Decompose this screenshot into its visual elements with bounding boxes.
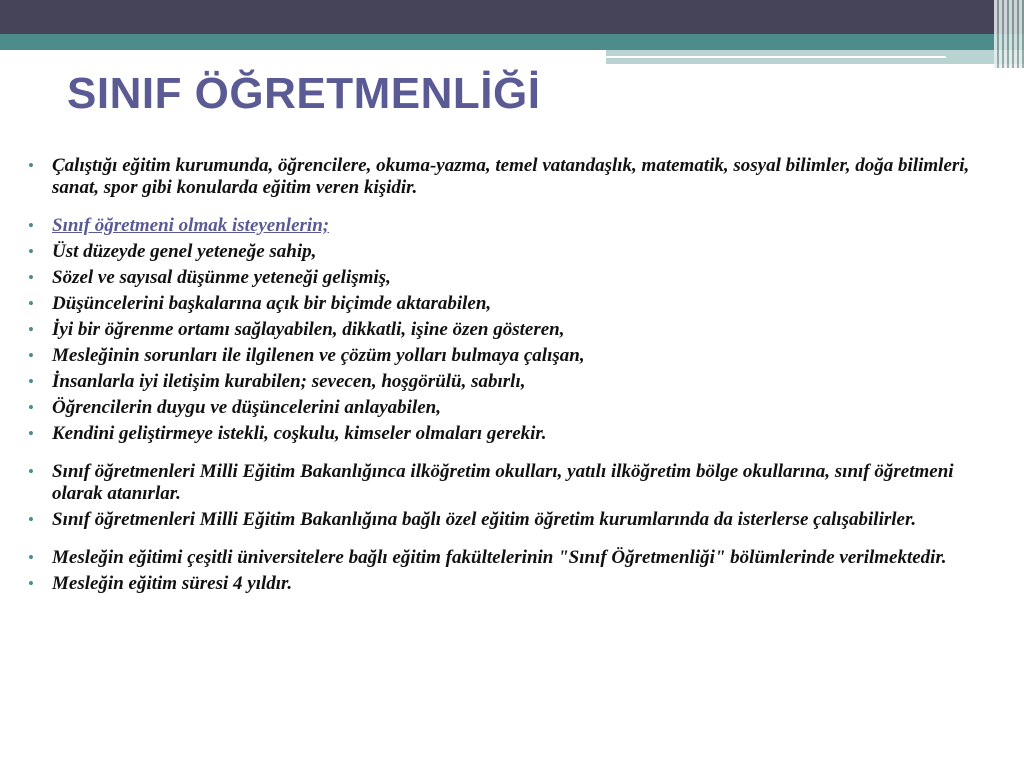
bullet-text: İnsanlarla iyi iletişim kurabilen; sevecen, hoşgörülü, sabırlı, (52, 371, 526, 392)
bullet-item (28, 573, 988, 595)
header-white-tab (0, 50, 606, 64)
bullet-text: Mesleğin eğitim süresi 4 yıldır. (52, 573, 293, 594)
bullet-icon: • (28, 268, 34, 287)
bullet-text: İyi bir öğrenme ortamı sağlayabilen, dikkatli, işine özen gösteren, (52, 319, 565, 340)
bullet-item-link[interactable] (28, 215, 988, 237)
bullet-item (28, 345, 988, 367)
bullet-item (28, 155, 988, 199)
header-stripes-decoration (994, 0, 1024, 68)
bullet-item (28, 371, 988, 393)
bullet-group-education (28, 547, 988, 595)
bullet-text: Kendini geliştirmeye istekli, coşkulu, kimseler olmaları gerekir. (52, 423, 547, 444)
slide-title: SINIF ÖĞRETMENLİĞİ (67, 69, 541, 118)
bullet-icon: • (28, 156, 34, 175)
bullet-item (28, 397, 988, 419)
bullet-icon: • (28, 216, 34, 235)
header-dark-band (0, 0, 1024, 34)
bullet-text: Mesleğin eğitimi çeşitli üniversitelere bağlı eğitim fakültelerinin "Sınıf Öğretmenliği" bölümlerinde verilmektedir. (52, 547, 947, 568)
bullet-group-employment (28, 461, 988, 531)
bullet-item (28, 547, 988, 569)
slide-content (28, 155, 988, 611)
bullet-text: Üst düzeyde genel yeteneğe sahip, (52, 241, 317, 262)
bullet-icon: • (28, 548, 34, 567)
bullet-icon: • (28, 462, 34, 481)
bullet-text: Öğrencilerin duygu ve düşüncelerini anlayabilen, (52, 397, 441, 418)
bullet-text: Çalıştığı eğitim kurumunda, öğrencilere, okuma-yazma, temel vatandaşlık, matematik, sosyal bilimler, doğa bilimleri, sanat, spor gibi konularda eğitim veren kişidir. (52, 155, 970, 198)
header-teal-band (0, 34, 1024, 50)
bullet-icon: • (28, 398, 34, 417)
bullet-icon: • (28, 424, 34, 443)
bullet-icon: • (28, 510, 34, 529)
bullet-icon: • (28, 294, 34, 313)
bullet-text: Düşüncelerini başkalarına açık bir biçimde aktarabilen, (52, 293, 492, 314)
header-accent-line (606, 56, 946, 58)
bullet-item (28, 293, 988, 315)
bullet-item (28, 509, 988, 531)
bullet-text: Sözel ve sayısal düşünme yeteneği gelişmiş, (52, 267, 391, 288)
bullet-item (28, 241, 988, 263)
bullet-item (28, 267, 988, 289)
bullet-group-definition (28, 155, 988, 199)
bullet-text: Mesleğinin sorunları ile ilgilenen ve çözüm yolları bulmaya çalışan, (52, 345, 585, 366)
bullet-text: Sınıf öğretmenleri Milli Eğitim Bakanlığına bağlı özel eğitim öğretim kurumlarında da isterlerse çalışabilirler. (52, 509, 917, 530)
requirements-link[interactable]: Sınıf öğretmeni olmak isteyenlerin; (52, 215, 330, 236)
bullet-icon: • (28, 574, 34, 593)
bullet-icon: • (28, 242, 34, 261)
bullet-icon: • (28, 346, 34, 365)
bullet-item (28, 461, 988, 505)
bullet-group-requirements (28, 215, 988, 445)
bullet-item (28, 423, 988, 445)
bullet-icon: • (28, 320, 34, 339)
bullet-text: Sınıf öğretmenleri Milli Eğitim Bakanlığınca ilköğretim okulları, yatılı ilköğretim bölge okullarına, sınıf öğretmeni olarak atanırlar. (52, 461, 954, 504)
bullet-icon: • (28, 372, 34, 391)
bullet-item (28, 319, 988, 341)
